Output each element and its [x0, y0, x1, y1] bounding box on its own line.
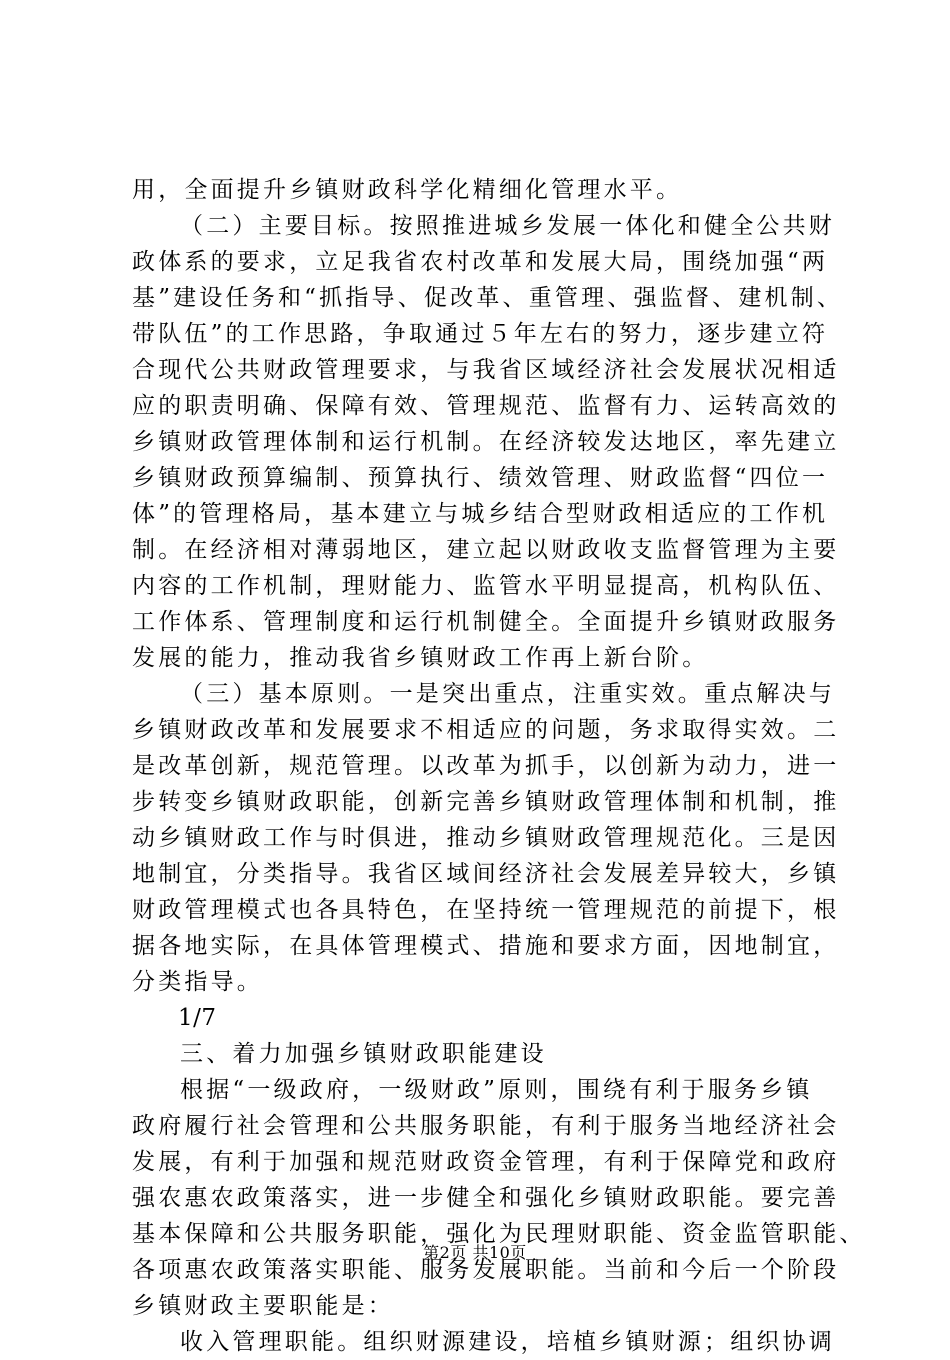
text-line: 乡镇财政预算编制、预算执行、绩效管理、财政监督“四位一 — [132, 465, 829, 491]
text-line: 地制宜，分类指导。我省区域间经济社会发展差异较大，乡镇 — [132, 861, 840, 887]
text-line: 据各地实际，在具体管理模式、措施和要求方面，因地制宜， — [132, 933, 840, 959]
text-line: 基”建设任务和“抓指导、促改革、重管理、强监督、建机制、 — [132, 285, 844, 311]
text-line: 步转变乡镇财政职能，创新完善乡镇财政管理体制和机制，推 — [132, 789, 840, 815]
text-line: 根据“一级政府，一级财政”原则，围绕有利于服务乡镇 — [180, 1077, 813, 1103]
text-line: 体”的管理格局，基本建立与城乡结合型财政相适应的工作机 — [132, 501, 829, 527]
text-line: 制。在经济相对薄弱地区，建立起以财政收支监督管理为主要 — [132, 537, 840, 563]
section-heading-basic-principles: （三）基本原则。一是突出重点，注重实效。重点解决与 — [180, 681, 835, 707]
text-line: 工作体系、管理制度和运行机制健全。全面提升乡镇财政服务 — [132, 609, 840, 635]
text-line: 强农惠农政策落实，进一步健全和强化乡镇财政职能。要完善 — [132, 1185, 840, 1211]
page-footer — [0, 1242, 950, 1264]
section-title-functions: 三、着力加强乡镇财政职能建设 — [180, 1041, 547, 1067]
text-line: 乡镇财政改革和发展要求不相适应的问题，务求取得实效。二 — [132, 717, 840, 743]
text-line: 发展的能力，推动我省乡镇财政工作再上新台阶。 — [132, 645, 709, 671]
document-body — [132, 172, 866, 1360]
text-line: 用，全面提升乡镇财政科学化精细化管理水平。 — [132, 177, 683, 203]
text-line: 乡镇财政主要职能是： — [132, 1293, 394, 1319]
text-line: 政府履行社会管理和公共服务职能，有利于服务当地经济社会 — [132, 1113, 840, 1139]
text-line: 政体系的要求，立足我省农村改革和发展大局，围绕加强“两 — [132, 249, 829, 275]
text-line: 基本保障和公共服务职能，强化为民理财职能、资金监管职能、 — [132, 1221, 866, 1247]
text-line: 乡镇财政管理体制和运行机制。在经济较发达地区，率先建立 — [132, 429, 840, 455]
page-number-label: 第2页 共10页 — [423, 1243, 527, 1262]
text-line: 动乡镇财政工作与时俱进，推动乡镇财政管理规范化。三是因 — [132, 825, 840, 851]
text-line: 发展，有利于加强和规范财政资金管理，有利于保障党和政府 — [132, 1149, 840, 1175]
text-line: 各项惠农政策落实职能、服务发展职能。当前和今后一个阶段 — [132, 1257, 840, 1283]
text-line: 应的职责明确、保障有效、管理规范、监督有力、运转高效的 — [132, 393, 840, 419]
section-heading-main-goals: （二）主要目标。按照推进城乡发展一体化和健全公共财 — [180, 213, 835, 239]
inline-page-marker: 1/7 — [178, 1005, 217, 1031]
text-line: 带队伍”的工作思路，争取通过５年左右的努力，逐步建立符 — [132, 321, 829, 347]
text-line: 合现代公共财政管理要求，与我省区域经济社会发展状况相适 — [132, 357, 840, 383]
text-line: 是改革创新，规范管理。以改革为抓手，以创新为动力，进一 — [132, 753, 840, 779]
text-line: 收入管理职能。组织财源建设，培植乡镇财源；组织协调 — [180, 1329, 835, 1355]
text-line: 内容的工作机制，理财能力、监管水平明显提高，机构队伍、 — [132, 573, 840, 599]
text-line: 财政管理模式也各具特色，在坚持统一管理规范的前提下，根 — [132, 897, 840, 923]
text-line: 分类指导。 — [132, 969, 263, 995]
